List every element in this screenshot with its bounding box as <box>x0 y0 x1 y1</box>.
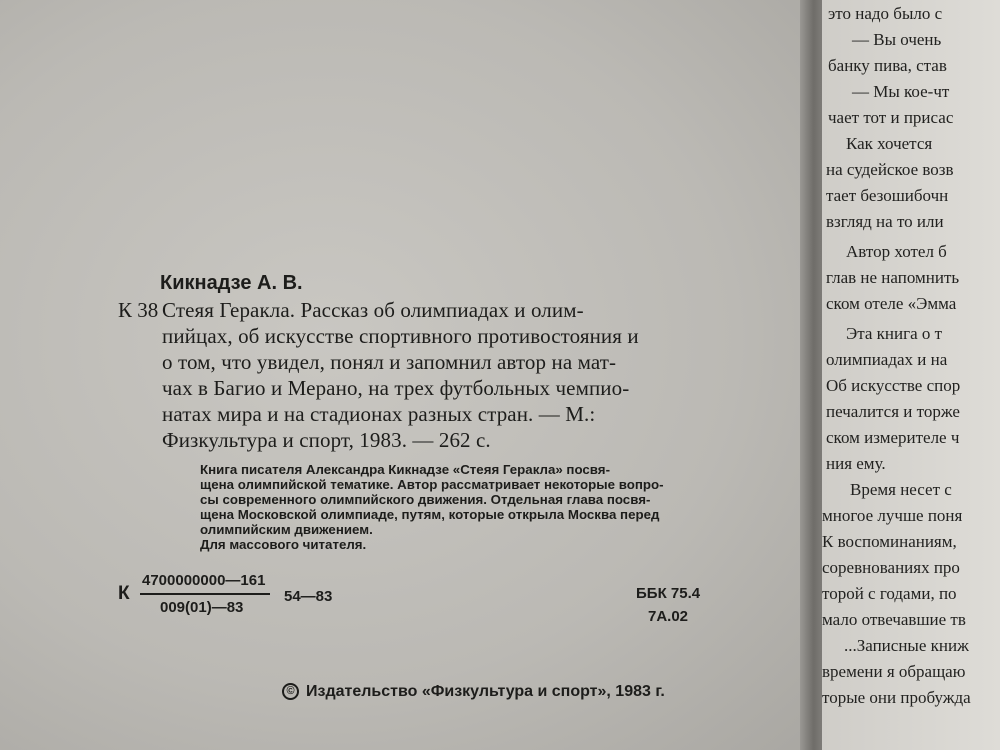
copyright-icon: © <box>282 683 299 700</box>
annotation-line: щена Московской олимпиаде, путям, которые открыла Москва перед <box>200 507 660 522</box>
bbk-code: ББК 75.4 <box>636 585 701 602</box>
formula-code: 54—83 <box>284 588 333 605</box>
right-page-line: Как хочется <box>846 134 933 153</box>
right-page-line: Об искусстве спор <box>826 376 961 395</box>
right-page-line: К воспоминаниям, <box>822 532 957 551</box>
description-line: чах в Багио и Мерано, на трех футбольных чемпио- <box>162 376 630 400</box>
right-page-line: — Мы кое-чт <box>852 82 950 101</box>
right-page-line: банку пива, став <box>828 56 947 75</box>
right-page-line: взгляд на то или <box>826 212 944 231</box>
formula-prefix: К <box>118 583 130 604</box>
right-page-line: — Вы очень <box>852 30 942 49</box>
right-page-line: чает тот и присас <box>828 108 954 127</box>
description-line: Физкультура и спорт, 1983. — 262 с. <box>162 428 491 452</box>
classification-code: К 38 <box>118 298 159 322</box>
fraction-bar <box>140 593 270 595</box>
right-page-line: печалится и торже <box>826 402 960 421</box>
right-page-line: тает безошибочн <box>826 186 949 205</box>
annotation-line: Книга писателя Александра Кикнадзе «Стеяя Геракла» посвя- <box>200 462 610 477</box>
description-line: о том, что увидел, понял и запомнил автор на мат- <box>162 350 617 374</box>
right-page-line: глав не напомнить <box>826 268 960 287</box>
right-page-line: Автор хотел б <box>846 242 947 261</box>
right-page <box>822 0 1000 750</box>
right-page-line: ском отеле «Эмма <box>826 294 957 313</box>
description-line: пийцах, об искусстве спортивного противостояния и <box>162 324 639 348</box>
author-name: Кикнадзе А. В. <box>160 272 303 294</box>
description-line: Стеяя Геракла. Рассказ об олимпиадах и олим- <box>162 298 584 322</box>
annotation-line: Для массового читателя. <box>200 537 367 552</box>
right-page-line: мало отвечавшие тв <box>822 610 966 629</box>
right-page-line: торой с годами, по <box>822 584 957 603</box>
right-page-line: времени я обращаю <box>822 662 966 681</box>
formula-numerator: 4700000000—161 <box>142 572 266 589</box>
right-page-line: торые они пробужда <box>822 688 971 707</box>
description-line: натах мира и на стадионах разных стран. — М.: <box>162 402 596 426</box>
annotation-line: олимпийским движением. <box>200 522 373 537</box>
right-page-line: на судейское возв <box>826 160 954 179</box>
formula-denominator: 009(01)—83 <box>160 599 244 616</box>
copyright-line: Издательство «Физкультура и спорт», 1983 г. <box>306 683 665 700</box>
right-page-line: олимпиадах и на <box>826 350 948 369</box>
right-page-line: ния ему. <box>826 454 886 473</box>
right-page-line: это надо было с <box>828 4 943 23</box>
right-page-line: ...Записные книж <box>844 636 969 655</box>
right-page-line: Время несет с <box>850 480 952 499</box>
right-page-line: соревнованиях про <box>822 558 960 577</box>
annotation-line: щена олимпийской тематике. Автор рассматривает некоторые вопро- <box>200 477 664 492</box>
annotation-line: сы современного олимпийского движения. Отдельная глава посвя- <box>200 492 651 507</box>
right-page-line: Эта книга о т <box>846 324 943 343</box>
right-page-line: ском измерителе ч <box>826 428 960 447</box>
right-page-line: многое лучше поня <box>822 506 963 525</box>
bbk-subcode: 7А.02 <box>648 608 689 625</box>
